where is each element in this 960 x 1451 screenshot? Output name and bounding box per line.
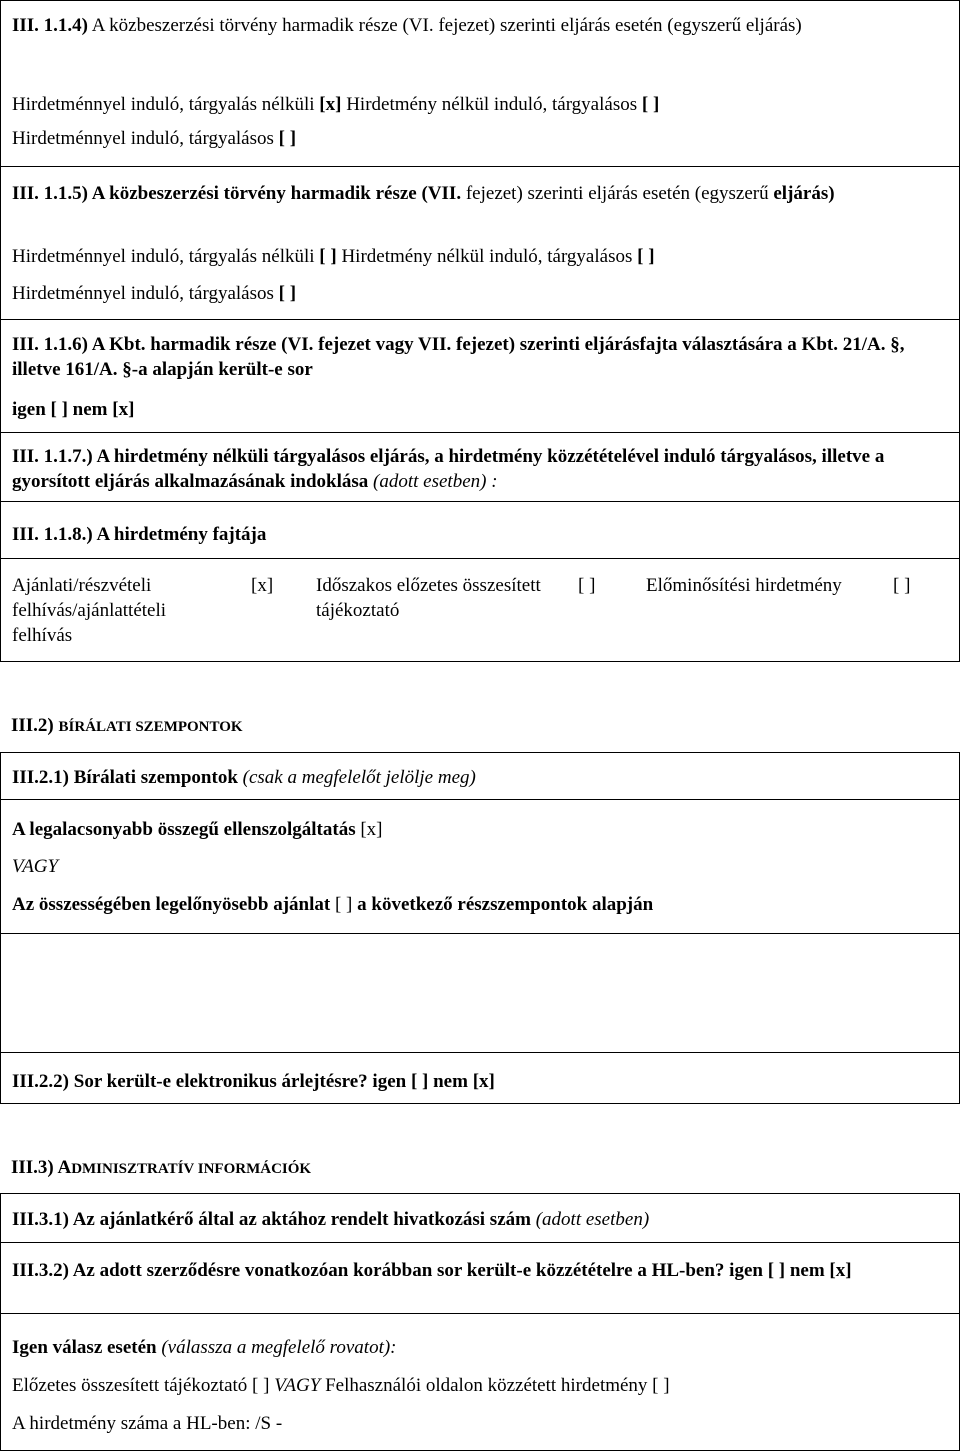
publication-options: Előzetes összesített tájékoztató [ ] VAGY Felhasználói oldalon közzétett hirdetmény [ ] bbox=[12, 1375, 670, 1396]
checkbox-mark[interactable]: [x] bbox=[355, 819, 383, 840]
checkbox-mark[interactable]: [ ] bbox=[278, 283, 297, 304]
procedure-options-line-2: Hirdetménnyel induló, tárgyalásos [ ] bbox=[12, 283, 297, 304]
section-2-2-text[interactable]: III.2.2) Sor került-e elektronikus árlejtésre? igen [ ] nem [x] bbox=[12, 1071, 495, 1092]
procedure-options-line-1: Hirdetménnyel induló, tárgyalás nélküli [x] Hirdetmény nélkül induló, tárgyalásos [ ] bbox=[12, 94, 660, 115]
section-2-1-heading: III.2.1) Bírálati szempontok (csak a megfelelőt jelölje meg) bbox=[12, 767, 476, 788]
section-1-1-4-heading: III. 1.1.4) A közbeszerzési törvény harmadik része (VI. fejezet) szerinti eljárás esetén (egyszerű eljárás) bbox=[12, 15, 802, 36]
notice-type-mark-1[interactable]: [x] bbox=[251, 575, 274, 596]
checkbox-mark[interactable]: [ ] bbox=[637, 246, 655, 267]
checkbox-mark[interactable]: [ ] bbox=[319, 246, 337, 267]
procedure-options-line-1: Hirdetménnyel induló, tárgyalás nélküli [ ] Hirdetmény nélkül induló, tárgyalásos [ ] bbox=[12, 246, 655, 267]
section-iii-3-heading: III.3) ADMINISZTRATÍV INFORMÁCIÓK bbox=[11, 1157, 312, 1178]
checkbox-mark[interactable]: [x] bbox=[319, 94, 342, 115]
award-criteria bbox=[0, 799, 960, 934]
sub-criteria-empty-area[interactable] bbox=[0, 933, 960, 1053]
notice-type-label-3: Előminősítési hirdetmény bbox=[646, 575, 842, 596]
most-advantageous-option: Az összességében legelőnyösebb ajánlat [ ] a következő részszempontok alapján bbox=[12, 894, 654, 915]
section-2-1 bbox=[0, 752, 960, 800]
notice-type-table bbox=[0, 558, 960, 662]
lowest-price-option: A legalacsonyabb összegű ellenszolgáltatás [x] bbox=[12, 819, 383, 840]
checkbox-mark[interactable]: [ ] bbox=[330, 894, 358, 915]
section-3-2-heading[interactable]: III.3.2) Az adott szerződésre vonatkozóan korábban sor került-e közzétételre a HL-ben? igen [ ] nem [x] bbox=[12, 1260, 852, 1281]
section-1-1-7-heading: III. 1.1.7.) A hirdetmény nélküli tárgyalásos eljárás, a hirdetmény közzétételével induló tárgyalásos, illetve a gyorsított eljárás alkalmazásának indoklása (adott esetben) : bbox=[12, 446, 885, 492]
notice-type-label-1: Ajánlati/részvételi felhívás/ajánlattételi felhívás bbox=[12, 575, 167, 646]
section-3-1-heading: III.3.1) Az ajánlatkérő által az aktához rendelt hivatkozási szám (adott esetben) bbox=[12, 1209, 650, 1230]
notice-type-label-2: Időszakos előzetes összesített tájékoztató bbox=[316, 575, 541, 621]
notice-type-mark-3[interactable]: [ ] bbox=[893, 575, 911, 596]
section-1-1-4 bbox=[0, 0, 960, 167]
section-3-1 bbox=[0, 1193, 960, 1243]
section-1-1-5-heading: III. 1.1.5) A közbeszerzési törvény harmadik része (VII. fejezet) szerinti eljárás esetén (egyszerű eljárás) bbox=[12, 183, 835, 204]
section-3-2 bbox=[0, 1242, 960, 1314]
section-2-2 bbox=[0, 1052, 960, 1104]
procedure-options-line-2: Hirdetménnyel induló, tárgyalásos [ ] bbox=[12, 128, 297, 149]
previous-publication bbox=[0, 1313, 960, 1451]
section-1-1-6-answer[interactable]: igen [ ] nem [x] bbox=[12, 399, 135, 420]
checkbox-mark[interactable]: [ ] bbox=[278, 128, 297, 149]
oj-notice-number: A hirdetmény száma a HL-ben: /S - bbox=[12, 1413, 283, 1434]
section-1-1-5 bbox=[0, 166, 960, 320]
section-1-1-6 bbox=[0, 319, 960, 433]
checkbox-mark[interactable]: [ ] bbox=[641, 94, 660, 115]
notice-type-mark-2[interactable]: [ ] bbox=[578, 575, 596, 596]
vagy-label: VAGY bbox=[12, 856, 59, 877]
section-1-1-8-heading: III. 1.1.8.) A hirdetmény fajtája bbox=[12, 524, 267, 545]
section-1-1-6-heading: III. 1.1.6) A Kbt. harmadik része (VI. fejezet vagy VII. fejezet) szerinti eljárásfajta választására a Kbt. 21/A. §, illetve 161/A. §-a alapján került-e sor bbox=[12, 334, 905, 380]
section-1-1-7 bbox=[0, 432, 960, 502]
section-1-1-8 bbox=[0, 501, 960, 559]
section-iii-2-heading: III.2) BÍRÁLATI SZEMPONTOK bbox=[11, 715, 243, 736]
yes-answer-label: Igen válasz esetén (válassza a megfelelő rovatot): bbox=[12, 1337, 397, 1358]
